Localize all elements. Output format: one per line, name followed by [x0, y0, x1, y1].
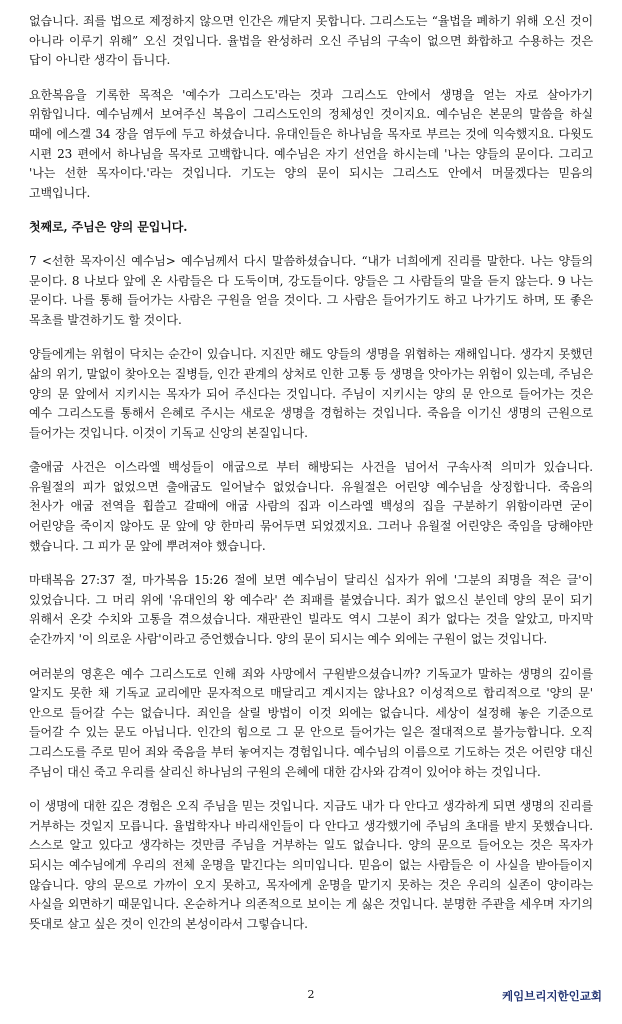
- paragraph-7: 여러분의 영혼은 예수 그리스도로 인해 죄와 사망에서 구원받으셨습니까? 기독교가 말하는 생명의 깊이를 알지도 못한 채 기독교 교리에만 문자적으로 매달리고 계시지는 않나요? 이성적으로 합리적으로 '양의 문' 안으로 들어갈 수는 없습니다. 죄인을 살릴 방법이 이것 외에는 없습니다. 세상이 설정해 놓은 기준으로 들어갈 수 있는 문도 아닙니다. 인간의 힘으로 그 문 안으로 들어가는 일은 절대적으로 불가능합니다. 오직 그리스도를 주로 믿어 죄와 죽음을 부터 놓여지는 경험입니다. 예수님의 이름으로 기도하는 것은 어린양 대신 주님이 대신 죽고 우리를 살리신 하나님의 구원의 은혜에 대한 감사와 감격이 있어야 하는 것입니다.: [29, 666, 593, 779]
- paragraph-2: 요한복음을 기록한 목적은 '예수가 그리스도'라는 것과 그리스도 안에서 생명을 얻는 자로 살아가기 위함입니다. 예수님께서 보여주신 복음이 그리스도인의 정체성인 것이지요. 예수님은 본문의 말씀을 하실 때에 에스겔 34 장을 염두에 두고 하셨습니다. 유대인들은 하나님을 목자로 부르는 것에 익숙했지요. 다윗도 시편 23 편에서 하나님을 목자로 고백합니다. 예수님은 자기 선언을 하시는데 '나는 양들의 문이다. 그리고 '나는 선한 목자이다.'라는 것입니다. 기도는 양의 문이 되시는 그리스도 안에서 머물겠다는 믿음의 고백입니다.: [29, 87, 593, 200]
- section-heading: 첫째로, 주님은 양의 문입니다.: [29, 220, 188, 235]
- church-name: 케임브리지한인교회: [502, 989, 602, 1003]
- paragraph-1: 없습니다. 죄를 법으로 제정하지 않으면 인간은 깨닫지 못합니다. 그리스도는 “율법을 폐하기 위해 오신 것이 아니라 이루기 위해” 오신 것입니다. 율법을 완성하러 오신 주님의 구속이 없으면 화합하고 수용하는 것은 답이 아니란 생각이 듭니다.: [29, 14, 593, 68]
- paragraph-4: 양들에게는 위험이 닥치는 순간이 있습니다. 지진만 해도 양들의 생명을 위협하는 재해입니다. 생각지 못했던 삶의 위기, 말없이 찾아오는 질병들, 인간 관계의 상처로 인한 고통 등 생명을 앗아가는 위험이 있는데, 주님은 양의 문 앞에서 지키시는 목자가 되어 주신다는 것입니다. 주님이 지키시는 양의 문 안으로 들어가는 것은 예수 그리스도를 통해서 은혜로 주시는 새로운 생명을 경험하는 것입니다. 죽음을 이기신 생명의 근원으로 들어가는 것입니다. 이것이 기독교 신앙의 본질입니다.: [29, 347, 593, 440]
- page-number: 2: [307, 988, 315, 1001]
- paragraph-scripture: 7 <선한 목자이신 예수님> 예수님께서 다시 말씀하셨습니다. “내가 너희에게 진리를 말한다. 나는 양들의 문이다. 8 나보다 앞에 온 사람들은 다 도둑이며, 강도들이다. 양들은 그 사람들의 말을 듣지 않는다. 9 나는 문이다. 나를 통해 들어가는 사람은 구원을 얻을 것이다. 그 사람은 들어가기도 하고 나가기도 하며, 또 좋은 목초를 발견하기도 할 것이다.: [29, 253, 593, 327]
- paragraph-8: 이 생명에 대한 깊은 경험은 오직 주님을 믿는 것입니다. 지금도 내가 다 안다고 생각하게 되면 생명의 진리를 거부하는 것일지 모릅니다. 율법학자나 바리새인들이 다 안다고 생각했기에 주님의 초대를 받지 못했습니다. 스스로 알고 있다고 생각하는 것만큼 주님을 거부하는 일도 없습니다. 양의 문으로 들어오는 것은 목자가 되시는 예수님에게 우리의 전체 운명을 맡긴다는 의미입니다. 믿음이 없는 사람들은 이 사실을 받아들이지 않습니다. 양의 문으로 가까이 오지 못하고, 목자에게 운명을 맡기지 못하는 것은 우리의 실존이 양이라는 사실을 외면하기 때문입니다. 온순하거나 의존적으로 보이는 게 싫은 것입니다. 분명한 주관을 세우며 자기의 뜻대로 살고 싶은 것이 인간의 본성이라서 그렇습니다.: [29, 799, 593, 931]
- paragraph-5: 출애굽 사건은 이스라엘 백성들이 애굽으로 부터 해방되는 사건을 넘어서 구속사적 의미가 있습니다. 유월절의 피가 없었으면 출애굽도 일어날수 없었습니다. 유월절은 어린양 예수님을 상징합니다. 죽음의 천사가 애굽 전역을 휩쓸고 갈때에 애굽 사람의 집과 이스라엘 백성의 집을 구분하기 위함이라면 굳이 어린양을 죽이지 않아도 문 앞에 양 한마리 묶어두면 되었겠지요. 그러나 유월절 어린양은 죽임을 당해야만 했습니다. 그 피가 문 앞에 뿌려져야 했습니다.: [29, 460, 593, 553]
- paragraph-6: 마태복음 27:37 절, 마가복음 15:26 절에 보면 예수님이 달리신 십자가 위에 '그분의 죄명을 적은 글'이 있었습니다. 그 머리 위에 '유대인의 왕 예수라' 쓴 죄패를 붙였습니다. 죄가 없으신 분인데 양의 문이 되기 위해서 온갖 수치와 고통을 겪으셨습니다. 재판관인 빌라도 역시 그분이 죄가 없다는 것을 알았고, 마지막 순간까지 '이 의로운 사람'이라고 증언했습니다. 양의 문이 되시는 예수 외에는 구원이 없는 것입니다.: [29, 573, 593, 647]
